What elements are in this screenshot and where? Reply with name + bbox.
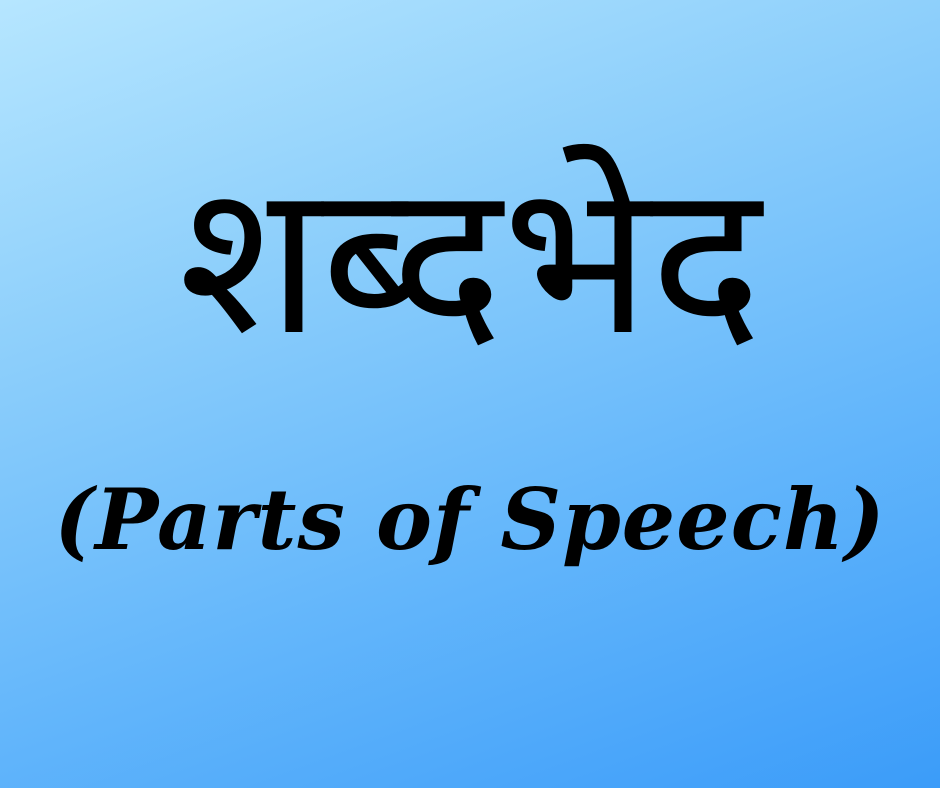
subtitle-english: (Parts of Speech) (54, 470, 886, 569)
title-hindi: शब्दभेद (178, 137, 762, 382)
